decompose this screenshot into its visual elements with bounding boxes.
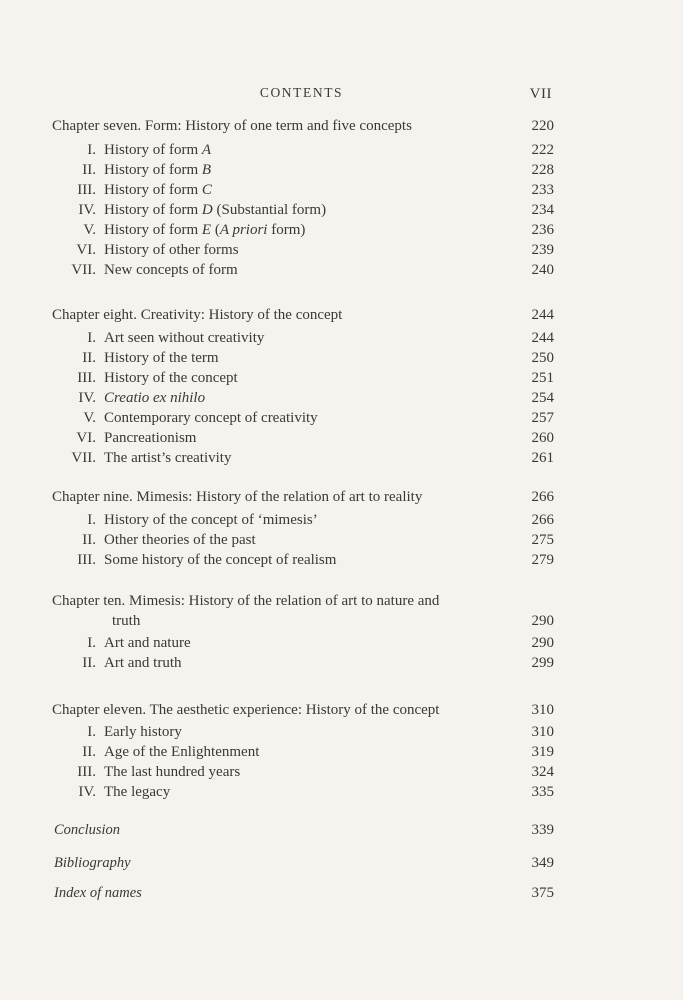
section-entry[interactable] (0, 260, 683, 280)
chapter-heading[interactable] (0, 305, 683, 325)
section-page-number: 257 (531, 410, 554, 426)
section-entry[interactable] (0, 633, 683, 653)
section-number: VI. (76, 242, 96, 258)
section-title-text: ( (211, 222, 220, 238)
chapter-page-number: 310 (531, 702, 554, 718)
section-title (104, 782, 170, 802)
section-number: II. (82, 162, 96, 178)
section-page-number: 260 (531, 430, 554, 446)
section-title-text: History of the concept of ‘mimesis’ (104, 512, 318, 528)
section-number: II. (82, 350, 96, 366)
section-number: V. (83, 222, 96, 238)
section-entry[interactable] (0, 160, 683, 180)
chapter-page-number: 220 (531, 118, 554, 134)
section-entry[interactable] (0, 653, 683, 673)
section-title-italic: A (201, 142, 212, 158)
section-entry[interactable] (0, 550, 683, 570)
section-entry[interactable] (0, 428, 683, 448)
section-page-number: 254 (531, 390, 554, 406)
section-title-text: History of the term (104, 350, 219, 366)
section-title-italic: Creatio ex nihilo (104, 390, 206, 406)
section-title (104, 742, 259, 762)
section-number: I. (87, 512, 96, 528)
section-page-number: 250 (531, 350, 554, 366)
section-entry[interactable] (0, 722, 683, 742)
back-matter-entry[interactable] (0, 853, 683, 873)
section-title-text: History of form (104, 182, 202, 198)
page-number: VII (529, 86, 552, 102)
section-title (104, 240, 239, 260)
section-title (104, 530, 256, 550)
section-page-number: 233 (531, 182, 554, 198)
section-number: VII. (71, 450, 96, 466)
section-entry[interactable] (0, 762, 683, 782)
section-number: III. (77, 764, 96, 780)
section-number: IV. (78, 784, 96, 800)
section-number: III. (77, 552, 96, 568)
section-page-number: 335 (531, 784, 554, 800)
section-entry[interactable] (0, 742, 683, 762)
back-matter-page-number: 349 (531, 855, 554, 871)
section-number: III. (77, 182, 96, 198)
section-number: III. (77, 370, 96, 386)
section-entry[interactable] (0, 140, 683, 160)
section-page-number: 275 (531, 532, 554, 548)
section-title-text: Early history (104, 724, 182, 740)
section-entry[interactable] (0, 388, 683, 408)
section-entry[interactable] (0, 510, 683, 530)
section-page-number: 244 (531, 330, 554, 346)
back-matter-page-number: 339 (531, 822, 554, 838)
section-title (104, 653, 181, 673)
section-title-text: Contemporary concept of creativity (104, 410, 318, 426)
section-title-text: Art and nature (104, 635, 191, 651)
section-title-italic: A priori (219, 222, 268, 238)
section-page-number: 240 (531, 262, 554, 278)
section-title-text: History of form (104, 202, 202, 218)
chapter-title: Chapter seven. Form: History of one term and five concepts (52, 118, 412, 134)
section-title-text: (Substantial form) (212, 202, 327, 218)
section-title-text: Pancreationism (104, 430, 197, 446)
section-entry[interactable] (0, 348, 683, 368)
chapter-title-continued: truth (112, 613, 141, 629)
section-title (104, 388, 205, 408)
section-number: IV. (78, 390, 96, 406)
section-title-text: Art and truth (104, 655, 182, 671)
section-title (104, 722, 182, 742)
section-page-number: 324 (531, 764, 554, 780)
section-title-text: The artist’s creativity (104, 450, 232, 466)
chapter-page-number: 244 (531, 307, 554, 323)
section-entry[interactable] (0, 530, 683, 550)
back-matter-entry[interactable] (0, 820, 683, 840)
section-entry[interactable] (0, 782, 683, 802)
section-page-number: 234 (531, 202, 554, 218)
section-number: II. (82, 655, 96, 671)
section-title (104, 762, 240, 782)
chapter-title: Chapter nine. Mimesis: History of the relation of art to reality (52, 489, 423, 505)
section-page-number: 310 (531, 724, 554, 740)
section-page-number: 236 (531, 222, 554, 238)
section-page-number: 266 (531, 512, 554, 528)
section-number: II. (82, 532, 96, 548)
section-number: I. (87, 724, 96, 740)
section-entry[interactable] (0, 200, 683, 220)
section-entry[interactable] (0, 180, 683, 200)
section-page-number: 222 (531, 142, 554, 158)
chapter-heading[interactable] (0, 487, 683, 507)
section-title (104, 200, 326, 220)
chapter-title: Chapter eight. Creativity: History of the concept (52, 307, 343, 323)
section-entry[interactable] (0, 328, 683, 348)
section-title-italic: E (201, 222, 212, 238)
section-title (104, 448, 231, 468)
section-number: I. (87, 635, 96, 651)
section-title-italic: C (201, 182, 212, 198)
section-page-number: 239 (531, 242, 554, 258)
section-title-text: Art seen without creativity (104, 330, 265, 346)
section-page-number: 290 (531, 635, 554, 651)
section-entry[interactable] (0, 368, 683, 388)
chapter-heading-cont (0, 611, 683, 631)
chapter-page-number: 266 (531, 489, 554, 505)
section-title-text: History of other forms (104, 242, 239, 258)
section-title (104, 140, 211, 160)
chapter-page-number: 290 (531, 613, 554, 629)
section-title-text: Other theories of the past (104, 532, 256, 548)
back-matter-entry[interactable] (0, 883, 683, 903)
section-title (104, 510, 318, 530)
section-title-text: New concepts of form (104, 262, 238, 278)
section-title-text: Age of the Enlightenment (104, 744, 260, 760)
section-title-text: History of form (104, 162, 202, 178)
section-title-text: History of form (104, 142, 202, 158)
section-title (104, 633, 191, 653)
section-entry[interactable] (0, 240, 683, 260)
section-title (104, 348, 219, 368)
section-title (104, 160, 211, 180)
section-entry[interactable] (0, 408, 683, 428)
section-page-number: 319 (531, 744, 554, 760)
section-title (104, 328, 264, 348)
page-title: CONTENTS (259, 85, 344, 100)
section-title (104, 550, 336, 570)
section-page-number: 228 (531, 162, 554, 178)
section-title-text: History of form (104, 222, 202, 238)
section-page-number: 261 (531, 450, 554, 466)
section-number: VI. (76, 430, 96, 446)
back-matter-title: Conclusion (54, 822, 121, 838)
section-page-number: 279 (531, 552, 554, 568)
chapter-title: Chapter ten. Mimesis: History of the relation of art to nature and (52, 593, 440, 609)
section-number: IV. (78, 202, 96, 218)
section-page-number: 251 (531, 370, 554, 386)
section-title-text: History of the concept (104, 370, 238, 386)
section-title (104, 408, 318, 428)
section-page-number: 299 (531, 655, 554, 671)
section-number: II. (82, 744, 96, 760)
section-title-text: The last hundred years (104, 764, 241, 780)
back-matter-title: Index of names (54, 885, 142, 901)
section-number: VII. (71, 262, 96, 278)
chapter-heading[interactable] (0, 116, 683, 136)
section-title (104, 260, 238, 280)
section-entry[interactable] (0, 448, 683, 468)
section-title (104, 180, 212, 200)
section-entry[interactable] (0, 220, 683, 240)
section-title-text: Some history of the concept of realism (104, 552, 337, 568)
chapter-heading[interactable] (0, 700, 683, 720)
section-title-italic: B (201, 162, 212, 178)
section-title (104, 428, 196, 448)
section-title-text: form) (267, 222, 306, 238)
section-title (104, 368, 238, 388)
back-matter-title: Bibliography (54, 855, 131, 871)
section-number: V. (83, 410, 96, 426)
section-title (104, 220, 305, 240)
section-number: I. (87, 142, 96, 158)
section-number: I. (87, 330, 96, 346)
section-title-italic: D (201, 202, 213, 218)
chapter-title: Chapter eleven. The aesthetic experience: History of the concept (52, 702, 440, 718)
section-title-text: The legacy (104, 784, 171, 800)
chapter-heading[interactable] (0, 591, 683, 611)
back-matter-page-number: 375 (531, 885, 554, 901)
